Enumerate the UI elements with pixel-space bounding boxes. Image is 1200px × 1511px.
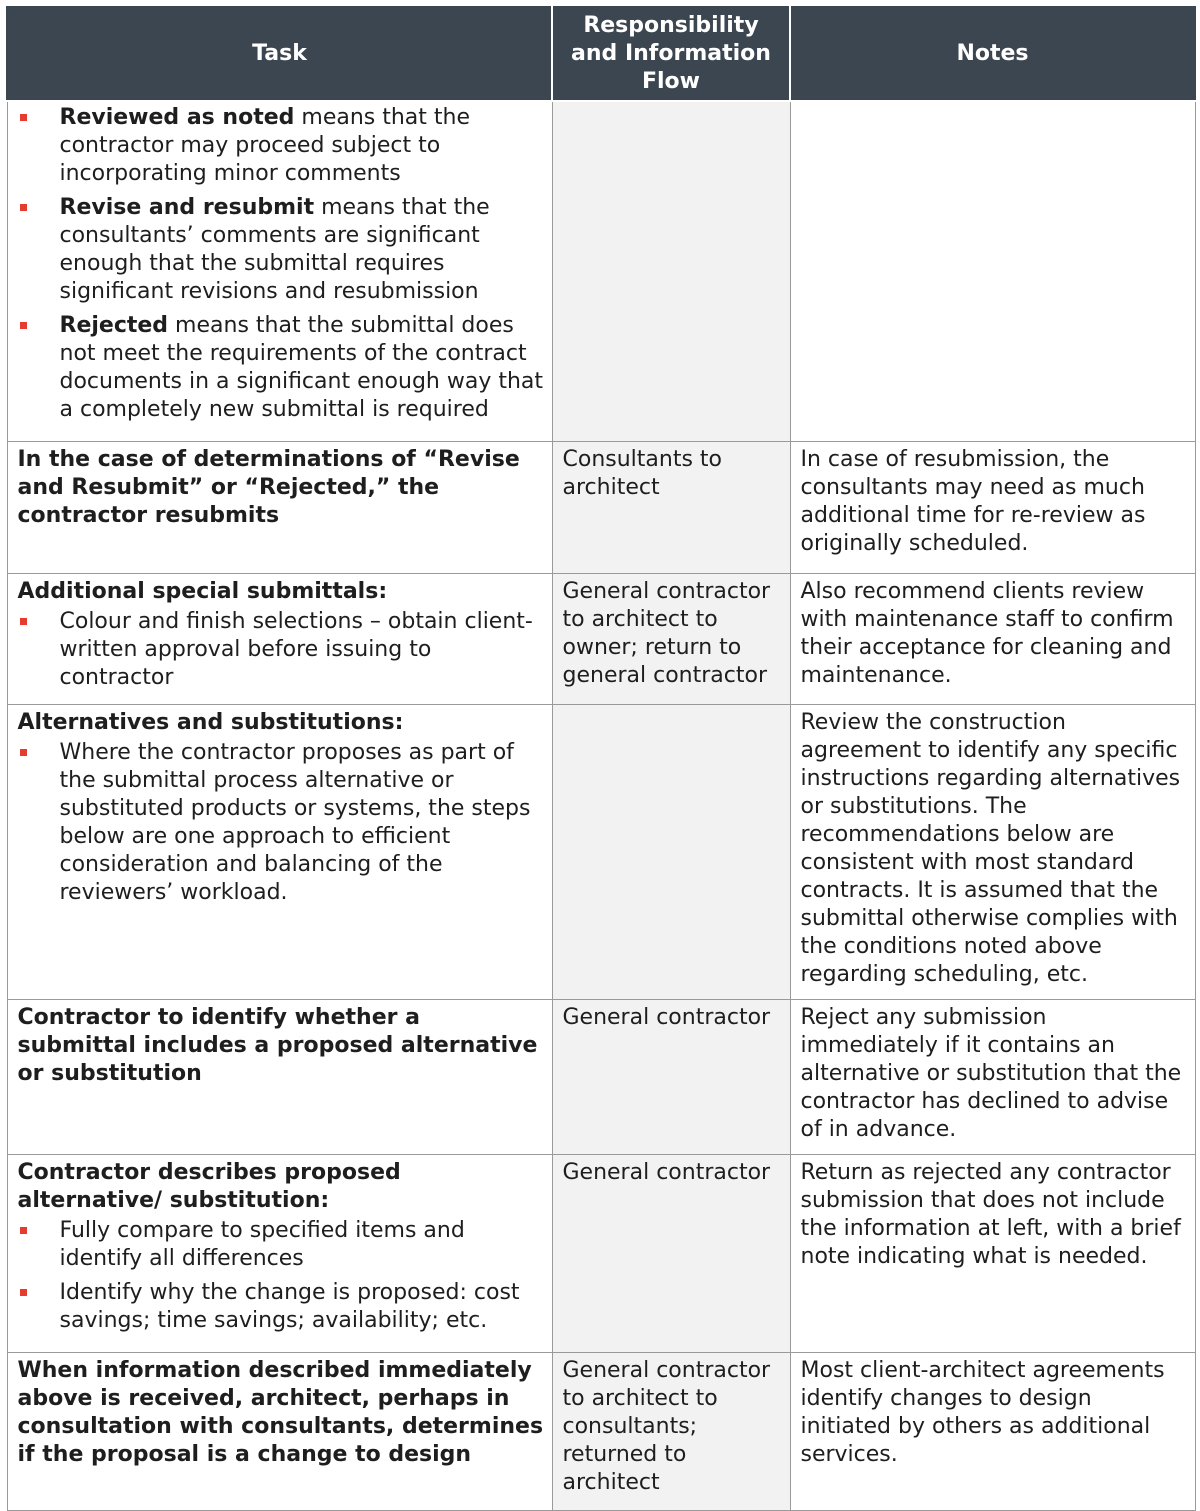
term-label: Reviewed as noted xyxy=(59,105,295,130)
responsibility-cell: General contractor xyxy=(552,999,790,1154)
table-row xyxy=(7,1154,1195,1352)
table-row xyxy=(7,573,1195,704)
list-item-text: Fully compare to specified items and identify all differences xyxy=(59,1217,465,1271)
responsibility-cell: Consultants to architect xyxy=(552,441,790,573)
list-item xyxy=(18,608,544,692)
responsibility-cell: General contractor to architect to owner; return to general contractor xyxy=(552,573,790,704)
term-label: Rejected xyxy=(59,313,169,338)
task-cell xyxy=(7,1352,552,1510)
list-item xyxy=(18,312,544,424)
header-row xyxy=(7,7,1195,101)
notes-cell: Reject any submission immediately if it contains an alternative or substitution that the contractor has declined to advise of in advance. xyxy=(790,999,1195,1154)
notes-cell: Review the construction agreement to identify any specific instructions regarding alternatives or substitutions. The recommendations below are consistent with most standard contracts. It is assumed that the submittal otherwise complies with the conditions noted above regarding scheduling, etc. xyxy=(790,704,1195,999)
responsibility-cell xyxy=(552,704,790,999)
table-row xyxy=(7,704,1195,999)
term-label: Revise and resubmit xyxy=(59,195,315,220)
header-task: Task xyxy=(7,7,552,101)
bullet-list xyxy=(18,1217,544,1335)
task-cell xyxy=(7,101,552,441)
responsibility-cell: General contractor xyxy=(552,1154,790,1352)
submittal-review-table xyxy=(6,6,1196,1511)
table-row xyxy=(7,1352,1195,1510)
list-item-text: Colour and finish selections – obtain client-written approval before issuing to contractor xyxy=(59,608,533,690)
list-item-text: Where the contractor proposes as part of the submittal process alternative or substituted products or systems, the steps below are one approach to efficient consideration and balancing of the reviewers’ workload. xyxy=(59,739,531,905)
responsibility-cell xyxy=(552,101,790,441)
list-item xyxy=(18,739,544,907)
task-title: When information described immediately above is received, architect, perhaps in consultation with consultants, determines if the proposal is a change to design xyxy=(17,1357,544,1467)
task-cell xyxy=(7,573,552,704)
notes-cell: Also recommend clients review with maintenance staff to confirm their acceptance for cleaning and maintenance. xyxy=(790,573,1195,704)
task-cell xyxy=(7,999,552,1154)
bullet-square-icon xyxy=(20,1227,27,1234)
bullet-square-icon xyxy=(20,618,27,625)
task-title: In the case of determinations of “Revise and Resubmit” or “Rejected,” the contractor resubmits xyxy=(17,446,520,528)
term-description: means that the submittal does not meet the requirements of the contract documents in a significant enough way that a completely new submittal is required xyxy=(59,313,544,422)
task-title: Alternatives and substitutions: xyxy=(17,709,404,735)
bullet-square-icon xyxy=(20,1289,27,1296)
term-description: means that the contractor may proceed subject to incorporating minor comments xyxy=(59,105,471,186)
task-cell xyxy=(7,1154,552,1352)
list-item xyxy=(18,194,544,306)
notes-cell: Most client-architect agreements identify changes to design initiated by others as additional services. xyxy=(790,1352,1195,1510)
notes-cell: Return as rejected any contractor submission that does not include the information at left, with a brief note indicating what is needed. xyxy=(790,1154,1195,1352)
bullet-square-icon xyxy=(20,322,27,329)
table-row xyxy=(7,999,1195,1154)
bullet-list xyxy=(18,739,544,907)
bullet-square-icon xyxy=(20,114,27,121)
notes-cell: In case of resubmission, the consultants may need as much additional time for re-review as originally scheduled. xyxy=(790,441,1195,573)
table-row xyxy=(7,441,1195,573)
responsibility-cell: General contractor to architect to consultants; returned to architect xyxy=(552,1352,790,1510)
task-cell xyxy=(7,441,552,573)
term-description: means that the consultants’ comments are significant enough that the submittal requires significant revisions and resubmission xyxy=(59,195,490,304)
list-item xyxy=(18,104,544,188)
bullet-square-icon xyxy=(20,749,27,756)
task-title: Contractor to identify whether a submittal includes a proposed alternative or substitution xyxy=(17,1004,538,1086)
bullet-list xyxy=(18,104,544,424)
task-title: Contractor describes proposed alternative/ substitution: xyxy=(17,1159,401,1213)
header-notes: Notes xyxy=(790,7,1195,101)
task-cell xyxy=(7,704,552,999)
header-responsibility: Responsibility and Information Flow xyxy=(552,7,790,101)
list-item xyxy=(18,1217,544,1273)
bullet-square-icon xyxy=(20,204,27,211)
bullet-list xyxy=(18,608,544,692)
notes-cell xyxy=(790,101,1195,441)
list-item-text: Identify why the change is proposed: cost savings; time savings; availability; etc. xyxy=(59,1279,520,1333)
task-title: Additional special submittals: xyxy=(17,578,388,604)
table-row xyxy=(7,101,1195,441)
list-item xyxy=(18,1279,544,1335)
